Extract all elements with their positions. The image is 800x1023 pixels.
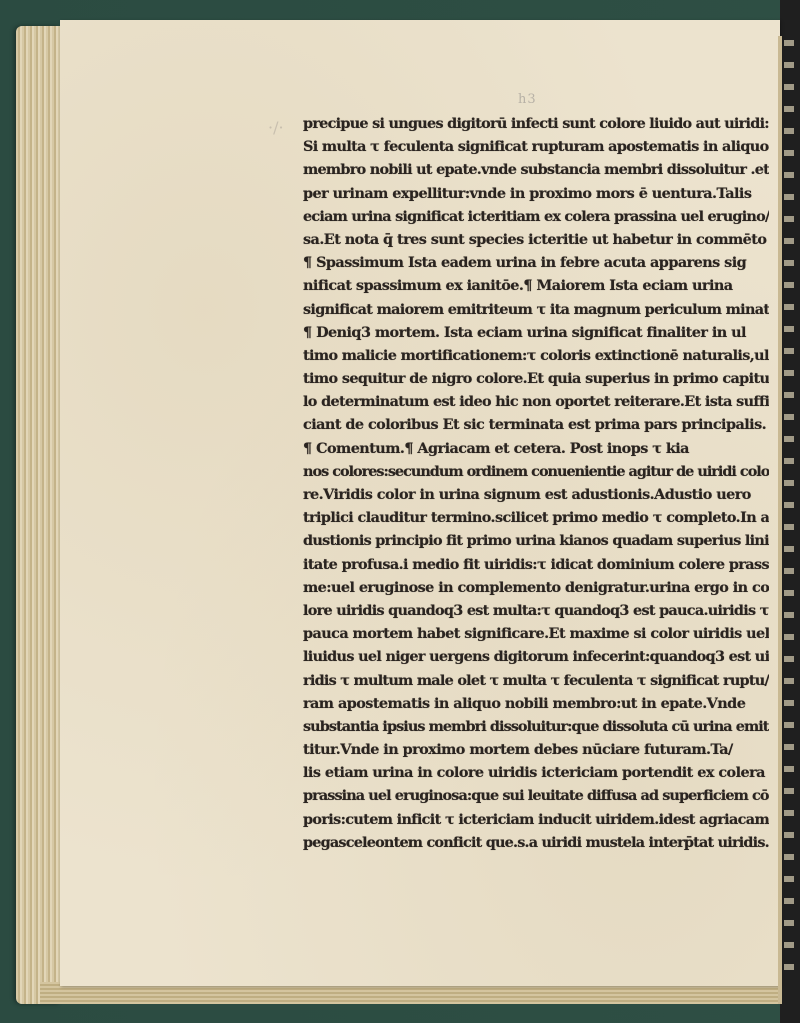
text-line: Si multa τ feculenta significat rupturam apostematis in aliquo [303,138,769,156]
text-line: ridis τ multum male olet τ multa τ feculenta τ significat ruptu/ [303,671,769,689]
text-line: nificat spassimum ex ianitōe.¶ Maiorem Ista eciam urina [303,277,733,295]
page-right-edge [778,36,782,1004]
text-line: ram apostematis in aliquo nobili membro:ut in epate.Vnde [303,694,746,712]
text-line: ¶ Deniq3 mortem. Ista eciam urina significat finaliter in ul [303,323,746,341]
text-line: per urinam expellitur:vnde in proximo mors ē uentura.Talis [303,184,752,202]
text-block [303,112,769,854]
text-line: me:uel eruginose in complemento denigratur.urina ergo in co [303,578,769,596]
text-line: poris:cutem inficit τ ictericiam inducit uiridem.idest agriacam [303,810,769,828]
book-fore-edge [16,26,60,1004]
text-line: liuidus uel niger uergens digitorum infecerint:quandoq3 est ui [303,648,769,666]
text-line: ciant de coloribus Et sic terminata est prima pars principalis. [303,416,767,434]
text-line: re.Viridis color in urina signum est adustionis.Adustio uero [303,486,751,503]
foliation-mark: h3 [518,92,537,107]
text-line: pauca mortem habet significare.Et maxime si color uiridis uel [303,625,769,643]
text-line: precipue si ungues digitorū infecti sunt colore liuido aut uiridi: [303,115,769,132]
text-line: lo determinatum est ideo hic non oportet reiterare.Et ista suffi [303,393,769,411]
text-line: significat maiorem emitriteum τ ita magnum periculum minat [303,300,769,318]
text-line: substantia ipsius membri dissoluitur:que dissoluta cū urina emit [303,717,769,735]
text-line: dustionis principio fit primo urina kianos quadam superius lini [303,532,769,550]
text-line: itate profusa.i medio fit uiridis:τ idicat dominium colere prass [303,555,769,573]
text-line: pegasceleontem conficit que.s.a uiridi mustela interp̄tat uiridis. [303,833,769,851]
text-line: eciam urina significat icteritiam ex colera prassina uel erugino/ [303,207,769,225]
margin-mark: ·/· [268,118,284,137]
text-line: timo malicie mortificationem:τ coloris extinctionē naturalis,ul [303,346,769,364]
text-line: nos colores:secundum ordinem conuenientie agitur de uiridi colo [303,462,769,480]
text-line: sa.Et nota q̄ tres sunt species icteritie ut habetur in commēto [303,230,767,248]
next-page-edge [780,0,800,1023]
text-line: lore uiridis quandoq3 est multa:τ quandoq3 est pauca.uiridis τ [303,601,769,619]
text-line: timo sequitur de nigro colore.Et quia superius in primo capitu [303,370,769,388]
text-line: lis etiam urina in colore uiridis ictericiam portendit ex colera [303,764,765,782]
text-line: prassina uel eruginosa:que sui leuitate diffusa ad superficiem cō [303,787,769,805]
text-line: membro nobili ut epate.vnde substancia membri dissoluitur .et [303,161,769,179]
text-line: titur.Vnde in proximo mortem debes nūciare futuram.Ta/ [303,741,733,759]
text-line: ¶ Spassimum Ista eadem urina in febre acuta apparens sig [303,254,747,272]
text-line: ¶ Comentum.¶ Agriacam et cetera. Post inops τ kia [303,439,689,457]
text-line: triplici clauditur termino.scilicet primo medio τ completo.In a [303,509,769,527]
